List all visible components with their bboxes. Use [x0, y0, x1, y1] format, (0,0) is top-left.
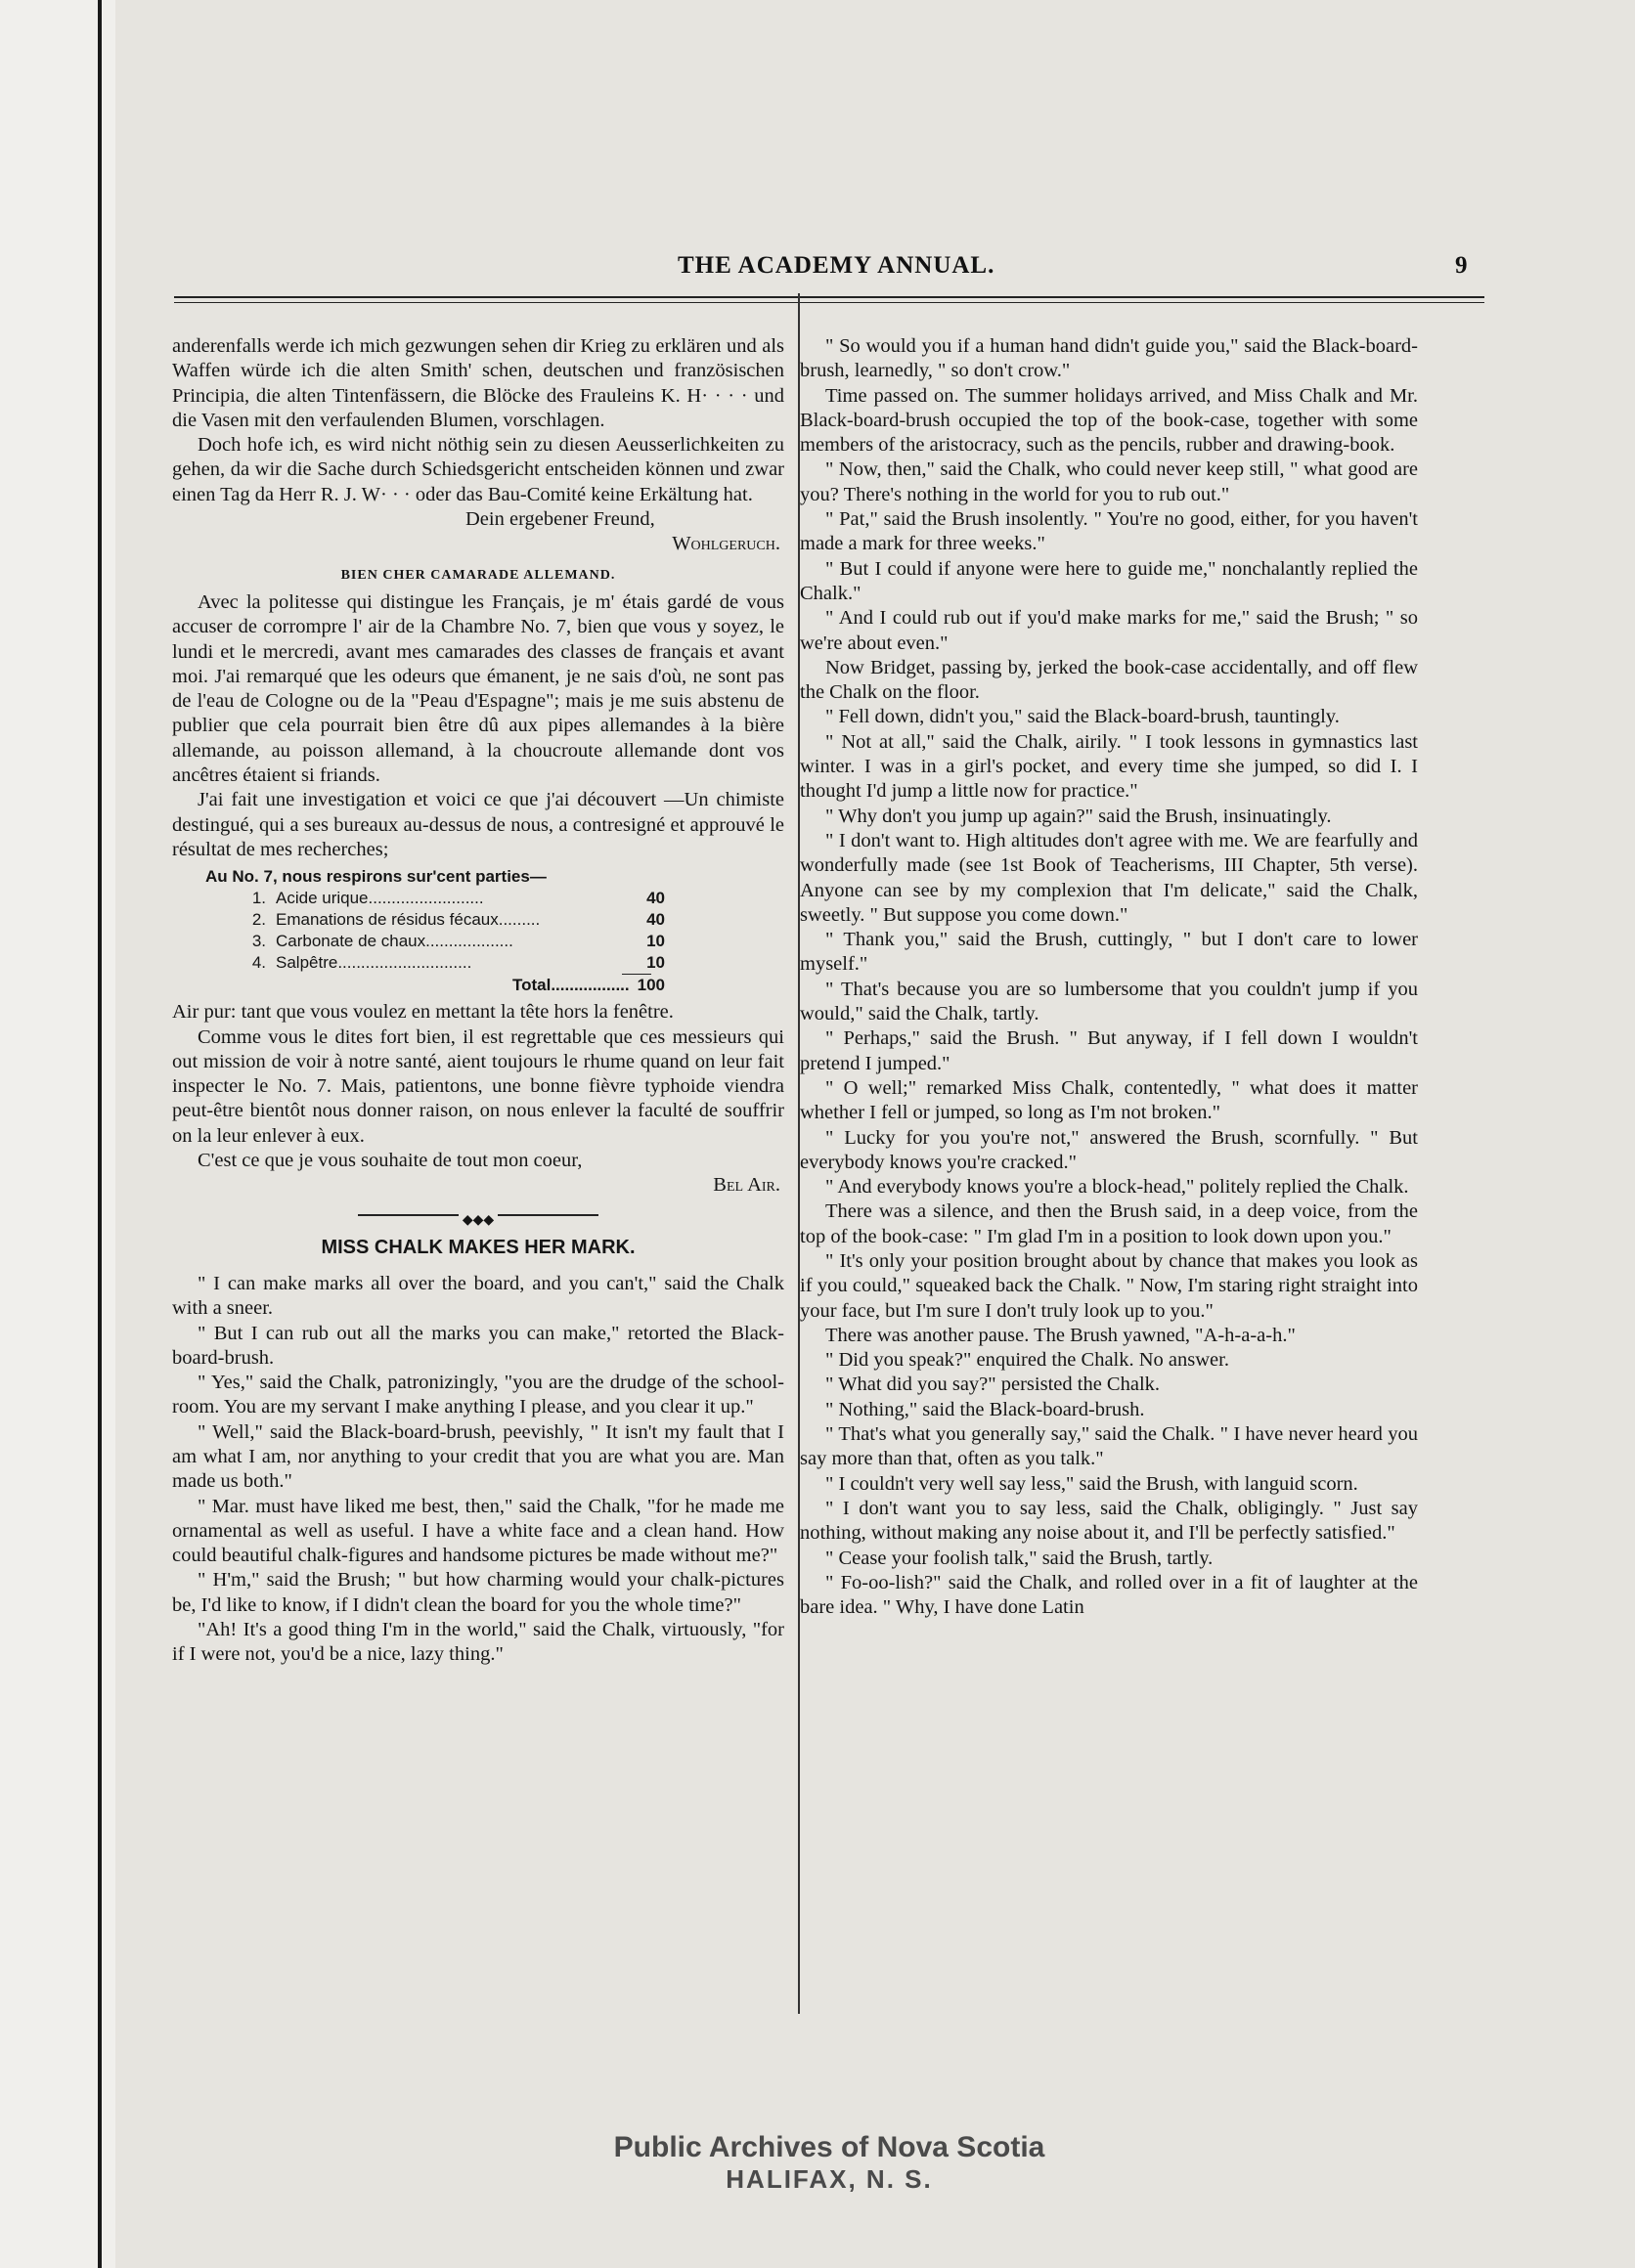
story-paragraph: " Not at all," said the Chalk, airily. " I took lessons in gymnastics last winter. I was in a girl's pocket, and every time she jumped, so did I. I thought I'd jump a little now for practice.": [800, 730, 1418, 803]
row-value: 40: [646, 910, 665, 930]
row-value: 40: [646, 889, 665, 908]
story-paragraph: " Yes," said the Chalk, patronizingly, "you are the drudge of the school-room. You are my servant I make anything I please, and you clear it up.": [172, 1372, 784, 1418]
story-paragraph: " Mar. must have liked me best, then," said the Chalk, "for he made me ornamental as well as useful. I have a white face and a clean hand. How could beautiful chalk-figures and handsome pictures be made without me?": [172, 1495, 784, 1567]
story-paragraph: " Did you speak?" enquired the Chalk. No answer.: [825, 1349, 1229, 1372]
archive-location: HALIFAX, N. S.: [726, 2164, 933, 2194]
row-number: 3.: [251, 932, 266, 951]
story-paragraph: " Lucky for you you're not," answered the Brush, scornfully. " But everybody knows you're cracked.": [800, 1126, 1418, 1173]
document-page: [115, 0, 1635, 2268]
french-letter-heading: BIEN CHER CAMARADE ALLEMAND.: [340, 567, 616, 583]
table-row: [172, 909, 665, 931]
table-row: [172, 888, 665, 909]
french-paragraph: J'ai fait une investigation et voici ce que j'ai découvert —Un chimiste destingué, qui a ses bureaux au-dessus de nous, a contresigné et approuvé le résultat de mes recherches;: [172, 789, 784, 860]
header-rule-thin: [174, 302, 1484, 303]
story-paragraph: There was a silence, and then the Brush said, in a deep voice, from the top of the book-case: " I'm glad I'm in a position to look down upon you.": [800, 1200, 1418, 1247]
story-paragraph: Now Bridget, passing by, jerked the book-case accidentally, and off flew the Chalk on the floor.: [800, 656, 1418, 704]
german-paragraph: Doch hofe ich, es wird nicht nöthig sein zu diesen Aeusserlichkeiten zu gehen, da wir die Sache durch Schiedsgericht entscheiden können und zwar einen Tag da Herr R. J. W· · · oder das Bau-Comité keine Erkältung hat.: [172, 434, 784, 505]
story-paragraph: " I don't want to. High altitudes don't agree with me. We are fearfully and wonderfully made (see 1st Book of Teacherisms, III Chapter, 5th verse). Anyone can see by my complexion that I'm delicate," said the Chalk, sweetly. " But suppose you come down.": [800, 829, 1418, 926]
story-paragraph: " Cease your foolish talk," said the Brush, tartly.: [825, 1547, 1214, 1569]
row-number: 1.: [251, 889, 266, 908]
story-paragraph: " Why don't you jump up again?" said the Brush, insinuatingly.: [825, 805, 1332, 827]
story-paragraph: " And everybody knows you're a block-head," politely replied the Chalk.: [825, 1176, 1409, 1199]
total-value: 100: [637, 976, 665, 995]
story-paragraph: " But I can rub out all the marks you can make," retorted the Black-board-brush.: [172, 1322, 784, 1369]
row-value: 10: [646, 932, 665, 951]
story-paragraph: " H'm," said the Brush; " but how charming would your chalk-pictures be, I'd like to know, if I didn't clean the board for you the whole time?": [172, 1569, 784, 1616]
french-paragraph: Air pur: tant que vous voulez en mettant la tête hors la fenêtre.: [172, 1001, 674, 1024]
row-value: 10: [646, 953, 665, 973]
story-paragraph: " It's only your position brought about by chance that makes you look as if you could," squeaked back the Chalk. " Now, I'm staring right straight into your face, but I'm sure I don't truly look up to you.": [800, 1249, 1418, 1322]
story-paragraph: " Fell down, didn't you," said the Black-board-brush, tauntingly.: [825, 706, 1340, 728]
german-paragraph: anderenfalls werde ich mich gezwungen sehen dir Krieg zu erklären und als Waffen würde ich die alten Smith' schen, deutschen und französischen Principia, die alten Tintenfässern, die Blöcke des Frauleins K. H· · · · und die Vasen mit den verfaulenden Blumen, vorschlagen.: [172, 335, 784, 431]
french-paragraph: C'est ce que je vous souhaite de tout mon coeur,: [198, 1150, 583, 1172]
total-label: Total.................: [511, 976, 630, 995]
story-paragraph: " But I could if anyone were here to guide me," nonchalantly replied the Chalk.": [800, 557, 1418, 604]
story-title: MISS CHALK MAKES HER MARK.: [321, 1236, 636, 1258]
section-ornament: [172, 1206, 784, 1228]
journal-title: THE ACADEMY ANNUAL.: [678, 252, 995, 279]
row-label: Salpêtre.............................: [276, 953, 472, 973]
story-paragraph: " So would you if a human hand didn't guide you," said the Black-board-brush, learnedly, " so don't crow.": [800, 335, 1418, 382]
table-row: [172, 952, 665, 974]
archive-stamp: [604, 2131, 1054, 2195]
french-paragraph: Avec la politesse qui distingue les Français, je m' étais gardé de vous accuser de corrompre l' air de la Chambre No. 7, bien que vous y soyez, le lundi et le mercredi, avant mes camarades des classes de français et avant moi. J'ai remarqué que les odeurs que émanent, je ne sais d'où, ne sont pas de l'eau de Cologne ou de la "Peau d'Espagne"; mais je me suis abstenu de publier que cela pourrait bien être dû aux pipes allemandes à la bière allemande, au poisson allemand, à la choucroute allemande dont vos ancêtres étaient si friands.: [172, 590, 784, 787]
diamond-ornament-icon: ◆◆◆: [459, 1213, 498, 1228]
air-composition-table: [172, 866, 784, 996]
story-paragraph: " What did you say?" persisted the Chalk.: [825, 1374, 1161, 1396]
page-number: 9: [1455, 252, 1469, 279]
story-paragraph: " O well;" remarked Miss Chalk, contentedly, " what does it matter whether I fell or jumped, so long as I'm not broken.": [800, 1076, 1418, 1124]
story-paragraph: " That's because you are so lumbersome that you couldn't jump if you would," said the Chalk, tartly.: [800, 978, 1418, 1025]
story-paragraph: " Nothing," said the Black-board-brush.: [825, 1398, 1145, 1420]
story-paragraph: " Fo-oo-lish?" said the Chalk, and rolled over in a fit of laughter at the bare idea. " Why, I have done Latin: [800, 1571, 1418, 1619]
story-paragraph: " That's what you generally say," said the Chalk. " I have never heard you say more than that, often as you talk.": [800, 1423, 1418, 1470]
table-total-row: [172, 975, 665, 996]
story-paragraph: " I couldn't very well say less," said the Brush, with languid scorn.: [825, 1472, 1358, 1495]
story-paragraph: " Thank you," said the Brush, cuttingly, " but I don't care to lower myself.": [800, 929, 1418, 976]
right-column: [800, 334, 1418, 1620]
binding-rule: [98, 0, 102, 2268]
french-signature: Bel Air.: [713, 1174, 780, 1197]
table-row: [172, 931, 665, 952]
story-paragraph: " Perhaps," said the Brush. " But anyway, if I fell down I wouldn't pretend I jumped.": [800, 1027, 1418, 1074]
running-header: [174, 252, 1543, 291]
row-number: 4.: [251, 953, 266, 973]
story-paragraph: "Ah! It's a good thing I'm in the world," said the Chalk, virtuously, "for if I were not, you'd be a nice, lazy thing.": [172, 1619, 784, 1666]
header-rule: [174, 296, 1484, 298]
row-label: Emanations de résidus fécaux.........: [276, 910, 541, 930]
story-paragraph: " I can make marks all over the board, and you can't," said the Chalk with a sneer.: [172, 1272, 784, 1320]
story-paragraph: " Now, then," said the Chalk, who could never keep still, " what good are you? There's nothing in the world for you to rub out.": [800, 458, 1418, 505]
table-caption: Au No. 7, nous respirons sur'cent parties—: [205, 867, 547, 887]
story-paragraph: " Pat," said the Brush insolently. " You're no good, either, for you haven't made a mark for three weeks.": [800, 508, 1418, 555]
row-label: Acide urique.........................: [276, 889, 484, 908]
french-paragraph: Comme vous le dites fort bien, il est regrettable que ces messieurs qui out mission de voir à notre santé, aient toujours le rhume quand on leur fait inspecter le No. 7. Mais, patientons, une bonne fièvre typhoide viendra peut-être bientôt nous donner raison, on nous enlever la faculté de souffrir on la leur enlever à eux.: [172, 1025, 784, 1147]
story-paragraph: " Well," said the Black-board-brush, peevishly, " It isn't my fault that I am what I am, nor anything to your credit that you are what you are. Man made us both.": [172, 1420, 784, 1493]
scan-margin: [0, 0, 115, 2268]
story-paragraph: " And I could rub out if you'd make marks for me," said the Brush; " so we're about even.": [800, 607, 1418, 654]
letter-closing: Dein ergebener Freund,: [465, 508, 655, 531]
archive-name: Public Archives of Nova Scotia: [613, 2131, 1045, 2163]
story-paragraph: There was another pause. The Brush yawned, "A-h-a-a-h.": [825, 1324, 1296, 1346]
row-label: Carbonate de chaux...................: [276, 932, 513, 951]
story-paragraph: " I don't want you to say less, said the Chalk, obligingly. " Just say nothing, without making any noise about it, and I'll be perfectly satisfied.": [800, 1497, 1418, 1545]
row-number: 2.: [251, 910, 266, 930]
letter-signature: Wohlgeruch.: [672, 533, 780, 555]
story-paragraph: Time passed on. The summer holidays arrived, and Miss Chalk and Mr. Black-board-brush occupied the top of the book-case, together with some members of the aristocracy, such as the pencils, rubber and drawing-book.: [800, 384, 1418, 457]
left-column: [172, 334, 784, 1668]
